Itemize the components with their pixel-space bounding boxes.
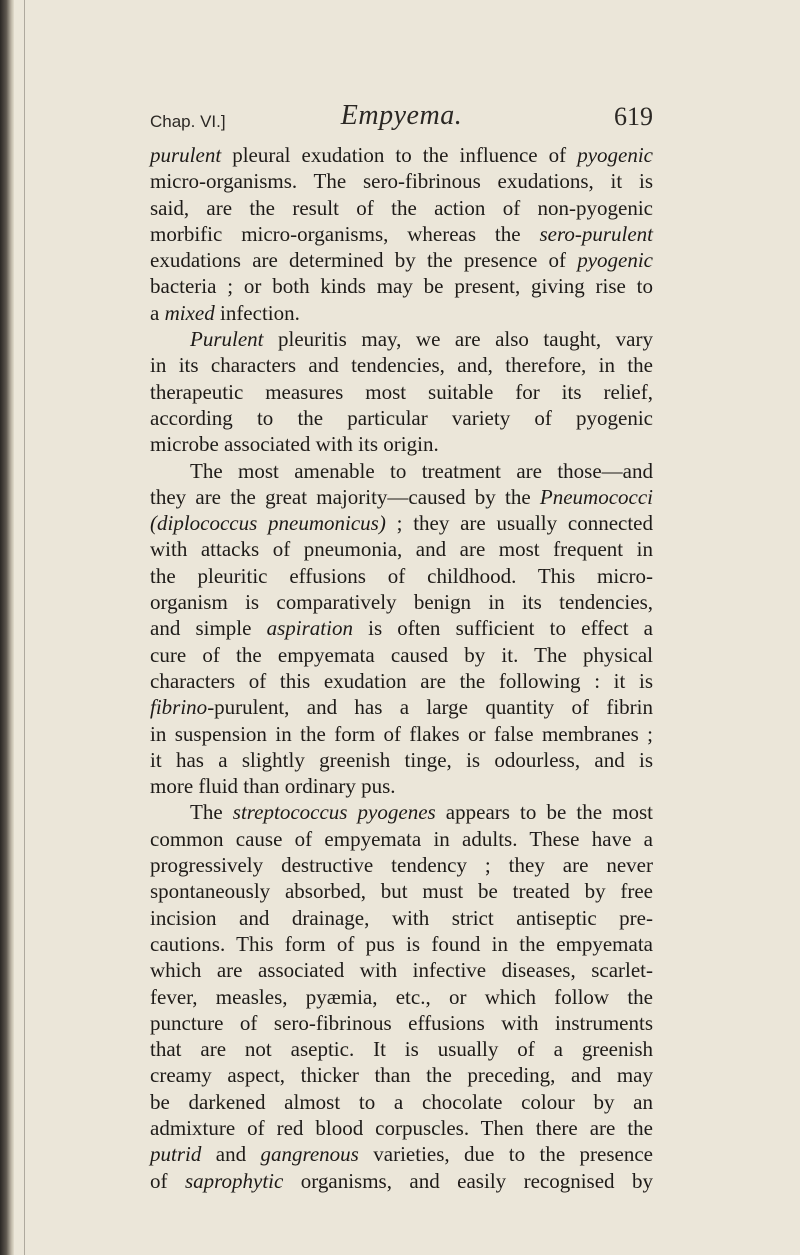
text-span: a (150, 300, 165, 325)
text-line (150, 1010, 653, 1036)
text-span: The most amenable to treatment are those—and (190, 458, 653, 483)
text-line (150, 905, 653, 931)
text-span: characters of this exudation are the following : it is (150, 668, 653, 693)
text-span: appears to be the most (435, 800, 654, 825)
text-line (150, 431, 653, 457)
text-line (150, 195, 653, 221)
text-span: cautions. This form of pus is found in the empyemata (150, 931, 653, 956)
text-line (150, 799, 653, 825)
text-span: with attacks of pneumonia, and are most frequent in (150, 537, 653, 562)
text-line (150, 694, 653, 720)
text-line (150, 247, 653, 273)
text-span: be darkened almost to a chocolate colour by an (150, 1089, 653, 1114)
text-span: of (150, 1168, 185, 1193)
text-span: puncture of sero-fibrinous effusions with instruments (150, 1010, 653, 1035)
italic-text-span: streptococcus pyogenes (232, 800, 436, 825)
italic-text-span: gangrenous (260, 1142, 359, 1167)
text-span: creamy aspect, thicker than the preceding, and may (150, 1063, 653, 1088)
italic-text-span: pyogenic (577, 143, 653, 167)
text-line (150, 931, 653, 957)
text-line (150, 747, 653, 773)
text-line (150, 721, 653, 747)
italic-text-span: fibrino (150, 695, 208, 720)
text-span: in suspension in the form of flakes or false membranes ; (150, 721, 653, 746)
text-span: that are not aseptic. It is usually of a greenish (150, 1037, 653, 1062)
text-span: which are associated with infective diseases, scarlet- (150, 958, 653, 983)
text-line (150, 668, 653, 694)
text-line (150, 852, 653, 878)
text-span: admixture of red blood corpuscles. Then there are the (150, 1115, 653, 1140)
text-line (150, 536, 653, 562)
text-line (150, 221, 653, 247)
italic-text-span: Purulent (190, 327, 264, 352)
text-line (150, 826, 653, 852)
text-span: and simple (150, 616, 267, 641)
chapter-label: Chap. VI.] (150, 112, 226, 131)
text-span: pleural exudation to the influence of (221, 143, 578, 167)
text-line (150, 615, 653, 641)
text-line (150, 1141, 653, 1167)
text-line (150, 563, 653, 589)
text-span: cure of the empyemata caused by it. The physical (150, 642, 653, 667)
text-span: spontaneously absorbed, but must be treated by free (150, 879, 653, 904)
running-title: Empyema. (340, 100, 463, 131)
italic-text-span: (diplococcus pneumonicus) (150, 511, 386, 536)
text-line (150, 984, 653, 1010)
text-line (150, 589, 653, 615)
italic-text-span: sero-purulent (539, 221, 653, 246)
text-span: -purulent, and has a large quantity of fibrin (207, 695, 653, 720)
italic-text-span: putrid (150, 1142, 202, 1167)
text-span: they are the great majority—caused by the (150, 484, 540, 509)
book-binding-edge (0, 0, 14, 1255)
italic-text-span: saprophytic (184, 1168, 284, 1193)
page-number: 619 (614, 102, 653, 131)
text-span: therapeutic measures most suitable for its relief, (150, 379, 653, 404)
text-span: and (201, 1142, 261, 1167)
text-line (150, 352, 653, 378)
text-span: according to the particular variety of pyogenic (150, 405, 653, 430)
italic-text-span: pyogenic (577, 248, 653, 273)
text-span: morbific micro-organisms, whereas the (150, 221, 540, 246)
body-text (150, 142, 653, 1194)
text-span: infection. (214, 300, 300, 325)
text-span: The (190, 800, 233, 825)
text-span: incision and drainage, with strict antiseptic pre- (150, 905, 653, 930)
text-span: ; they are usually connected (385, 511, 654, 536)
text-line (150, 300, 653, 326)
text-line (150, 405, 653, 431)
text-span: varieties, due to the presence (358, 1142, 653, 1167)
italic-text-span: Pneumococci (539, 484, 653, 509)
text-span: pleuritis may, we are also taught, vary (263, 327, 653, 352)
text-line (150, 510, 653, 536)
italic-text-span: purulent (150, 143, 222, 167)
text-line (150, 1062, 653, 1088)
text-span: the pleuritic effusions of childhood. This micro- (150, 563, 653, 588)
text-span: said, are the result of the action of non-pyogenic (150, 195, 653, 220)
text-span: more fluid than ordinary pus. (150, 774, 396, 799)
italic-text-span: aspiration (266, 616, 353, 641)
italic-text-span: mixed (164, 300, 215, 325)
text-line (150, 1115, 653, 1141)
text-line (150, 142, 653, 168)
text-span: is often sufficient to effect a (352, 616, 654, 641)
text-line (150, 773, 653, 799)
text-span: exudations are determined by the presence of (150, 248, 578, 273)
page-header (150, 96, 653, 136)
text-line (150, 957, 653, 983)
text-line (150, 1168, 653, 1194)
page-gutter-line (24, 0, 25, 1255)
text-span: progressively destructive tendency ; they are never (150, 853, 653, 878)
text-line (150, 484, 653, 510)
text-line (150, 642, 653, 668)
text-span: it has a slightly greenish tinge, is odourless, and is (150, 747, 653, 772)
text-line (150, 878, 653, 904)
text-line (150, 1089, 653, 1115)
text-span: micro-organisms. The sero-fibrinous exudations, it is (150, 169, 653, 194)
text-span: common cause of empyemata in adults. These have a (150, 826, 653, 851)
text-span: in its characters and tendencies, and, therefore, in the (150, 353, 653, 378)
text-span: bacteria ; or both kinds may be present, giving rise to (150, 274, 653, 299)
text-span: microbe associated with its origin. (150, 432, 439, 457)
text-span: organism is comparatively benign in its tendencies, (150, 590, 653, 615)
text-line (150, 379, 653, 405)
text-line (150, 273, 653, 299)
text-line (150, 1036, 653, 1062)
text-span: fever, measles, pyæmia, etc., or which follow the (150, 984, 653, 1009)
text-line (150, 326, 653, 352)
text-span: organisms, and easily recognised by (283, 1168, 653, 1193)
text-line (150, 458, 653, 484)
text-line (150, 168, 653, 194)
